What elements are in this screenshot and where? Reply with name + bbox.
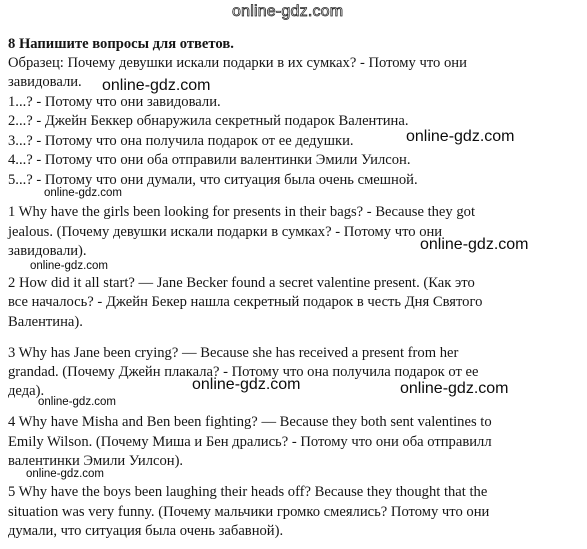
answer-line: situation was very funny. (Почему мальчики громко смеялись? Потому что они [8, 504, 490, 520]
watermark-logo: online-gdz.com [406, 128, 515, 145]
answer-line: валентинки Эмили Уилсон). [8, 453, 184, 469]
task-line: 3...? - Потому что она получила подарок от ее дедушки. [8, 133, 354, 149]
answer-line: думали, что ситуация была очень забавной). [8, 523, 284, 539]
answer-line: 5 Why have the boys been laughing their heads off? Because they thought that the [8, 484, 488, 500]
answer-line: jealous. (Почему девушки искали подарки в сумках? - Потому что они [8, 224, 443, 240]
sample-line: Образец: Почему девушки искали подарки в их сумках? - Потому что они [8, 55, 467, 71]
task-line: 2...? - Джейн Беккер обнаружила секретный подарок Валентина. [8, 113, 409, 129]
task-line: 1...? - Потому что они завидовали. [8, 94, 221, 110]
answer-line: Emily Wilson. (Почему Миша и Бен дрались? - Потому что они оба отправилл [8, 434, 492, 450]
watermark-logo: online-gdz.com [400, 380, 509, 397]
answer-line: 1 Why have the girls been looking for presents in their bags? - Because they got [8, 204, 476, 220]
answer-line: Валентина). [8, 314, 83, 330]
task-line: 5...? - Потому что они думали, что ситуация была очень смешной. [8, 172, 418, 188]
watermark-logo: online-gdz.com [192, 376, 301, 393]
watermark-logo: online-gdz.com [26, 468, 104, 480]
exercise-title: 8 Напишите вопросы для ответов. [8, 36, 234, 52]
sample-line: завидовали. [8, 74, 82, 90]
watermark-logo: online-gdz.com [30, 260, 108, 272]
watermark-logo: online-gdz.com [38, 396, 116, 408]
watermark-logo: online-gdz.com [102, 77, 211, 94]
watermark-logo: online-gdz.com [44, 187, 122, 199]
answer-line: 4 Why have Misha and Ben been fighting? — Because they both sent valentines to [8, 414, 492, 430]
answer-line: 2 How did it all start? — Jane Becker found a secret valentine present. (Как это [8, 275, 475, 291]
answer-line: grandad. (Почему Джейн плакала? - Потому что она получила подарок от ее [8, 364, 479, 380]
answer-line: все началось? - Джейн Бекер нашла секретный подарок в честь Дня Святого [8, 294, 483, 310]
answer-line: деда). [8, 383, 45, 399]
answer-line: завидовали). [8, 243, 87, 259]
task-line: 4...? - Потому что они оба отправили валентинки Эмили Уилсон. [8, 152, 411, 168]
answer-line: 3 Why has Jane been crying? — Because she has received a present from her [8, 345, 459, 361]
watermark-logo: online-gdz.com [232, 3, 344, 20]
watermark-logo: online-gdz.com [420, 236, 529, 253]
